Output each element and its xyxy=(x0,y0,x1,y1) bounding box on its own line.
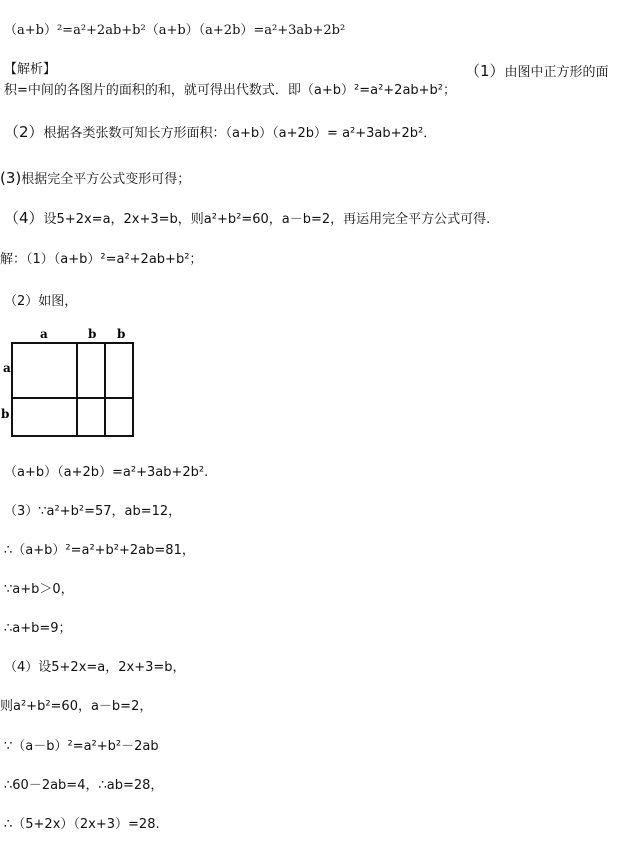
solution-3-line-4: ∴a+b=9； xyxy=(4,621,72,636)
analysis-p1-text-b: 积=中间的各图片的面积的和，就可得出代数式．即（a+b）²=a²+2ab+b²； xyxy=(4,83,457,98)
analysis-p4-num: （4） xyxy=(4,209,44,227)
analysis-p1-number xyxy=(465,62,609,82)
solution-4-line-1: （4）设5+2x=a，2x+3=b， xyxy=(4,660,186,675)
diagram-side-label-a: a xyxy=(3,361,11,375)
analysis-p2 xyxy=(4,123,436,143)
header-line: （a+b）²=a²+2ab+b²（a+b）（a+2b）=a²+3ab+2b² xyxy=(4,23,346,38)
solution-3-line-2: ∴（a+b）²=a²+b²+2ab=81， xyxy=(4,543,195,558)
diagram-top-label-b2: b xyxy=(117,327,126,341)
solution-2-result: （a+b）（a+2b）=a²+3ab+2b². xyxy=(4,465,209,480)
solution-3-line-3: ∵a+b＞0， xyxy=(4,582,74,597)
diagram-top-label-b1: b xyxy=(88,327,97,341)
analysis-p3 xyxy=(0,169,190,189)
diagram-shapes xyxy=(12,343,133,436)
diagram-side-label-b: b xyxy=(1,407,10,421)
solution-1: 解：（1）（a+b）²=a²+2ab+b²； xyxy=(0,252,203,267)
rectangle-diagram xyxy=(0,326,150,442)
analysis-p3-num: (3) xyxy=(0,169,22,187)
analysis-p3-text: 根据完全平方公式变形可得； xyxy=(21,172,191,187)
diagram-outer-rect xyxy=(12,343,133,436)
analysis-p2-text: 根据各类张数可知长方形面积：（a+b）（a+2b）= a²+3ab+2b²． xyxy=(43,126,437,141)
solution-4-line-4: ∴60－2ab=4，∴ab=28， xyxy=(4,778,164,793)
analysis-p1-text-a: 由图中正方形的面 xyxy=(504,65,609,80)
analysis-p2-num: （2） xyxy=(4,123,44,141)
solution-4-line-3: ∵（a－b）²=a²+b²－2ab xyxy=(4,739,159,754)
solution-3-line-1: （3）∵a²+b²=57，ab=12， xyxy=(4,504,182,519)
solution-4-line-5: ∴（5+2x）（2x+3）=28. xyxy=(4,817,160,832)
analysis-p4-text: 设5+2x=a，2x+3=b，则a²+b²=60，a－b=2，再运用完全平方公式可得. xyxy=(43,212,491,227)
solution-4-line-2: 则a²+b²=60，a－b=2， xyxy=(0,699,153,714)
solution-2: （2）如图， xyxy=(4,294,78,309)
analysis-title: 【解析】 xyxy=(4,62,57,77)
analysis-p4 xyxy=(4,209,490,229)
analysis-p1-num: （1） xyxy=(465,62,505,80)
diagram-top-label-a: a xyxy=(40,327,48,341)
